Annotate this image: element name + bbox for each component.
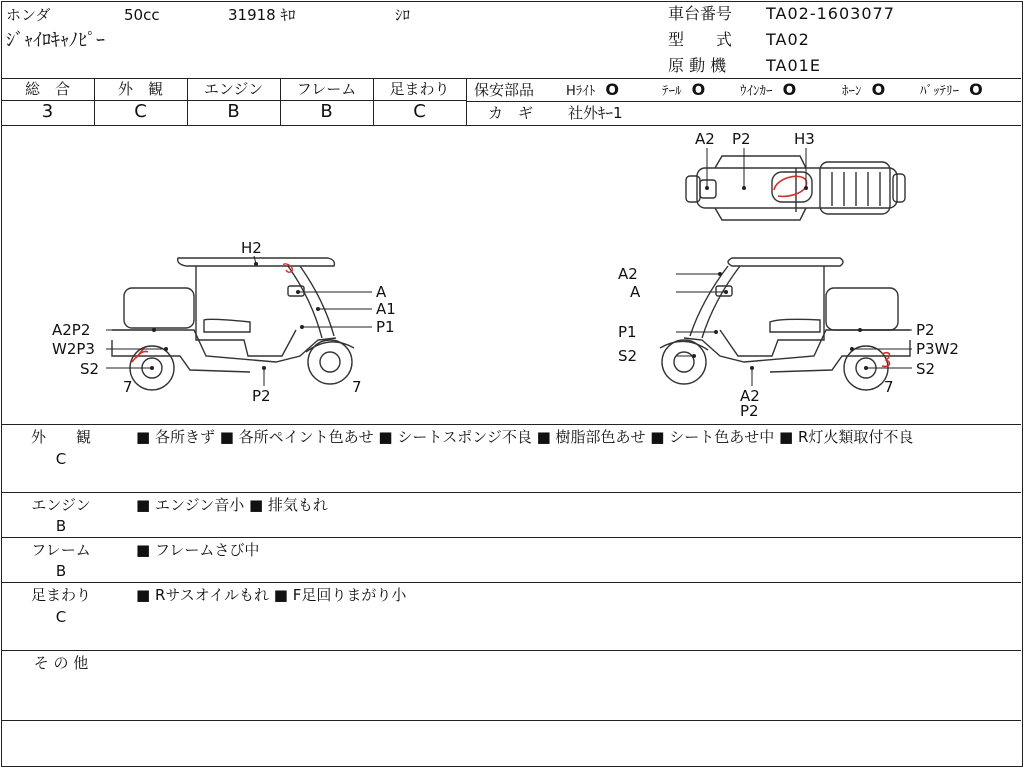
safety-item-headlight xyxy=(566,81,619,101)
label-right-a: A xyxy=(630,283,641,301)
engine-label: エンジン xyxy=(203,80,264,98)
label-top-h3: H3 xyxy=(794,130,815,148)
maker: ホンダ xyxy=(6,6,51,24)
frame-grade: B xyxy=(320,101,333,122)
safety-item-mark: O xyxy=(691,80,706,99)
remarks-suspension-label: 足まわり xyxy=(30,586,91,604)
remarks-frame-grade: B xyxy=(55,562,67,580)
engine-model-label: 原 動 機 xyxy=(668,56,727,75)
type-value: TA02 xyxy=(766,30,810,49)
safety-item-battery xyxy=(920,81,983,101)
safety-item-name: ﾎｰﾝ xyxy=(842,84,862,99)
remarks-suspension-grade: C xyxy=(55,608,67,626)
label-right-a2: A2 xyxy=(618,265,638,283)
label-right-p2: P2 xyxy=(916,321,935,339)
suspension-grade: C xyxy=(413,101,426,122)
remarks-exterior-grade: C xyxy=(55,450,67,468)
safety-item-mark: O xyxy=(782,80,797,99)
safety-item-winker xyxy=(740,81,796,101)
overall-label: 総 合 xyxy=(24,80,70,98)
remarks-divider-1 xyxy=(1,492,1021,493)
mileage: 31918 ｷﾛ xyxy=(228,6,296,24)
type-label: 型 式 xyxy=(668,30,733,49)
top-view-drawing xyxy=(686,156,905,220)
label-left-a1: A1 xyxy=(376,300,396,318)
frame-label: フレーム xyxy=(296,80,357,98)
grade-divider-5 xyxy=(466,78,467,125)
label-right-p1: P1 xyxy=(618,323,637,341)
left-side-view-drawing xyxy=(112,258,354,390)
grade-row-top-line xyxy=(1,78,1021,79)
label-right-s2-front: S2 xyxy=(618,347,638,365)
remarks-exterior-text: ■ 各所きず ■ 各所ペイント色あせ ■ シートスポンジ不良 ■ 樹脂部色あせ ■ シート色あせ中 ■ R灯火類取付不良 xyxy=(136,428,914,446)
safety-item-name: ﾊﾞｯﾃﾘｰ xyxy=(920,84,959,99)
label-left-p1: P1 xyxy=(376,318,395,336)
safety-item-name: Hﾗｲﾄ xyxy=(566,84,596,99)
label-left-7-rear: 7 xyxy=(123,378,133,396)
remarks-engine-grade: B xyxy=(55,517,67,535)
safety-row-mid-line xyxy=(467,101,1021,102)
label-left-a: A xyxy=(376,283,387,301)
safety-item-name: ｳｲﾝｶｰ xyxy=(740,84,773,99)
key-value: 社外ｷｰ1 xyxy=(568,104,623,122)
body-color: ｼﾛ xyxy=(395,6,411,24)
remarks-suspension-text: ■ Rサスオイルもれ ■ F足回りまがり小 xyxy=(136,586,407,604)
displacement: 50cc xyxy=(124,6,160,24)
remarks-divider-4 xyxy=(1,650,1021,651)
engine-grade: B xyxy=(227,101,240,122)
leader-dots xyxy=(150,186,868,370)
remarks-engine-label: エンジン xyxy=(31,496,91,514)
label-left-s2: S2 xyxy=(80,360,100,378)
overall-grade: 3 xyxy=(41,101,54,122)
remarks-frame-label: フレーム xyxy=(31,541,91,559)
leader-lines xyxy=(106,148,912,386)
label-left-p2-bottom: P2 xyxy=(252,387,271,405)
diagram-bottom-line xyxy=(1,424,1021,425)
damage-mark-top xyxy=(774,176,807,196)
label-right-7: 7 xyxy=(884,378,894,396)
label-left-a2p2: A2P2 xyxy=(52,321,91,339)
exterior-grade: C xyxy=(134,101,147,122)
remarks-divider-3 xyxy=(1,582,1021,583)
safety-item-horn xyxy=(842,81,885,101)
safety-item-name: ﾃｰﾙ xyxy=(662,84,682,99)
chassis-number: TA02-1603077 xyxy=(766,4,895,23)
label-right-p2-bottom: P2 xyxy=(740,402,759,420)
label-left-h2: H2 xyxy=(241,239,262,257)
safety-item-mark: O xyxy=(969,80,983,99)
chassis-label: 車台番号 xyxy=(668,4,733,23)
remarks-engine-text: ■ エンジン音小 ■ 排気もれ xyxy=(136,496,328,514)
label-top-a2: A2 xyxy=(695,130,715,148)
right-side-view-drawing xyxy=(660,258,910,390)
label-right-a2-bottom: A2 xyxy=(740,387,760,405)
safety-item-tail xyxy=(662,81,705,101)
damage-mark-left-roof xyxy=(284,264,293,272)
key-label: カ ギ xyxy=(488,104,534,122)
remarks-frame-text: ■ フレームさび中 xyxy=(136,541,260,559)
remarks-divider-5 xyxy=(1,720,1021,721)
suspension-label: 足まわり xyxy=(389,80,450,98)
label-left-7-front: 7 xyxy=(352,378,362,396)
label-right-p3w2: P3W2 xyxy=(916,340,959,358)
remarks-other-label: そ の 他 xyxy=(33,654,89,672)
model-name: ｼﾞｬｲﾛｷｬﾉﾋﾟｰ xyxy=(6,30,105,51)
engine-model-value: TA01E xyxy=(766,56,821,75)
vehicle-diagram xyxy=(0,126,1022,424)
safety-label: 保安部品 xyxy=(474,81,535,99)
label-left-w2p3: W2P3 xyxy=(52,340,95,358)
safety-item-mark: O xyxy=(871,80,886,99)
label-top-p2: P2 xyxy=(732,130,751,148)
remarks-exterior-label: 外 観 xyxy=(30,428,91,446)
safety-item-mark: O xyxy=(605,80,620,99)
exterior-label: 外 観 xyxy=(117,80,163,98)
remarks-divider-2 xyxy=(1,537,1021,538)
label-right-s2-rear: S2 xyxy=(916,360,936,378)
